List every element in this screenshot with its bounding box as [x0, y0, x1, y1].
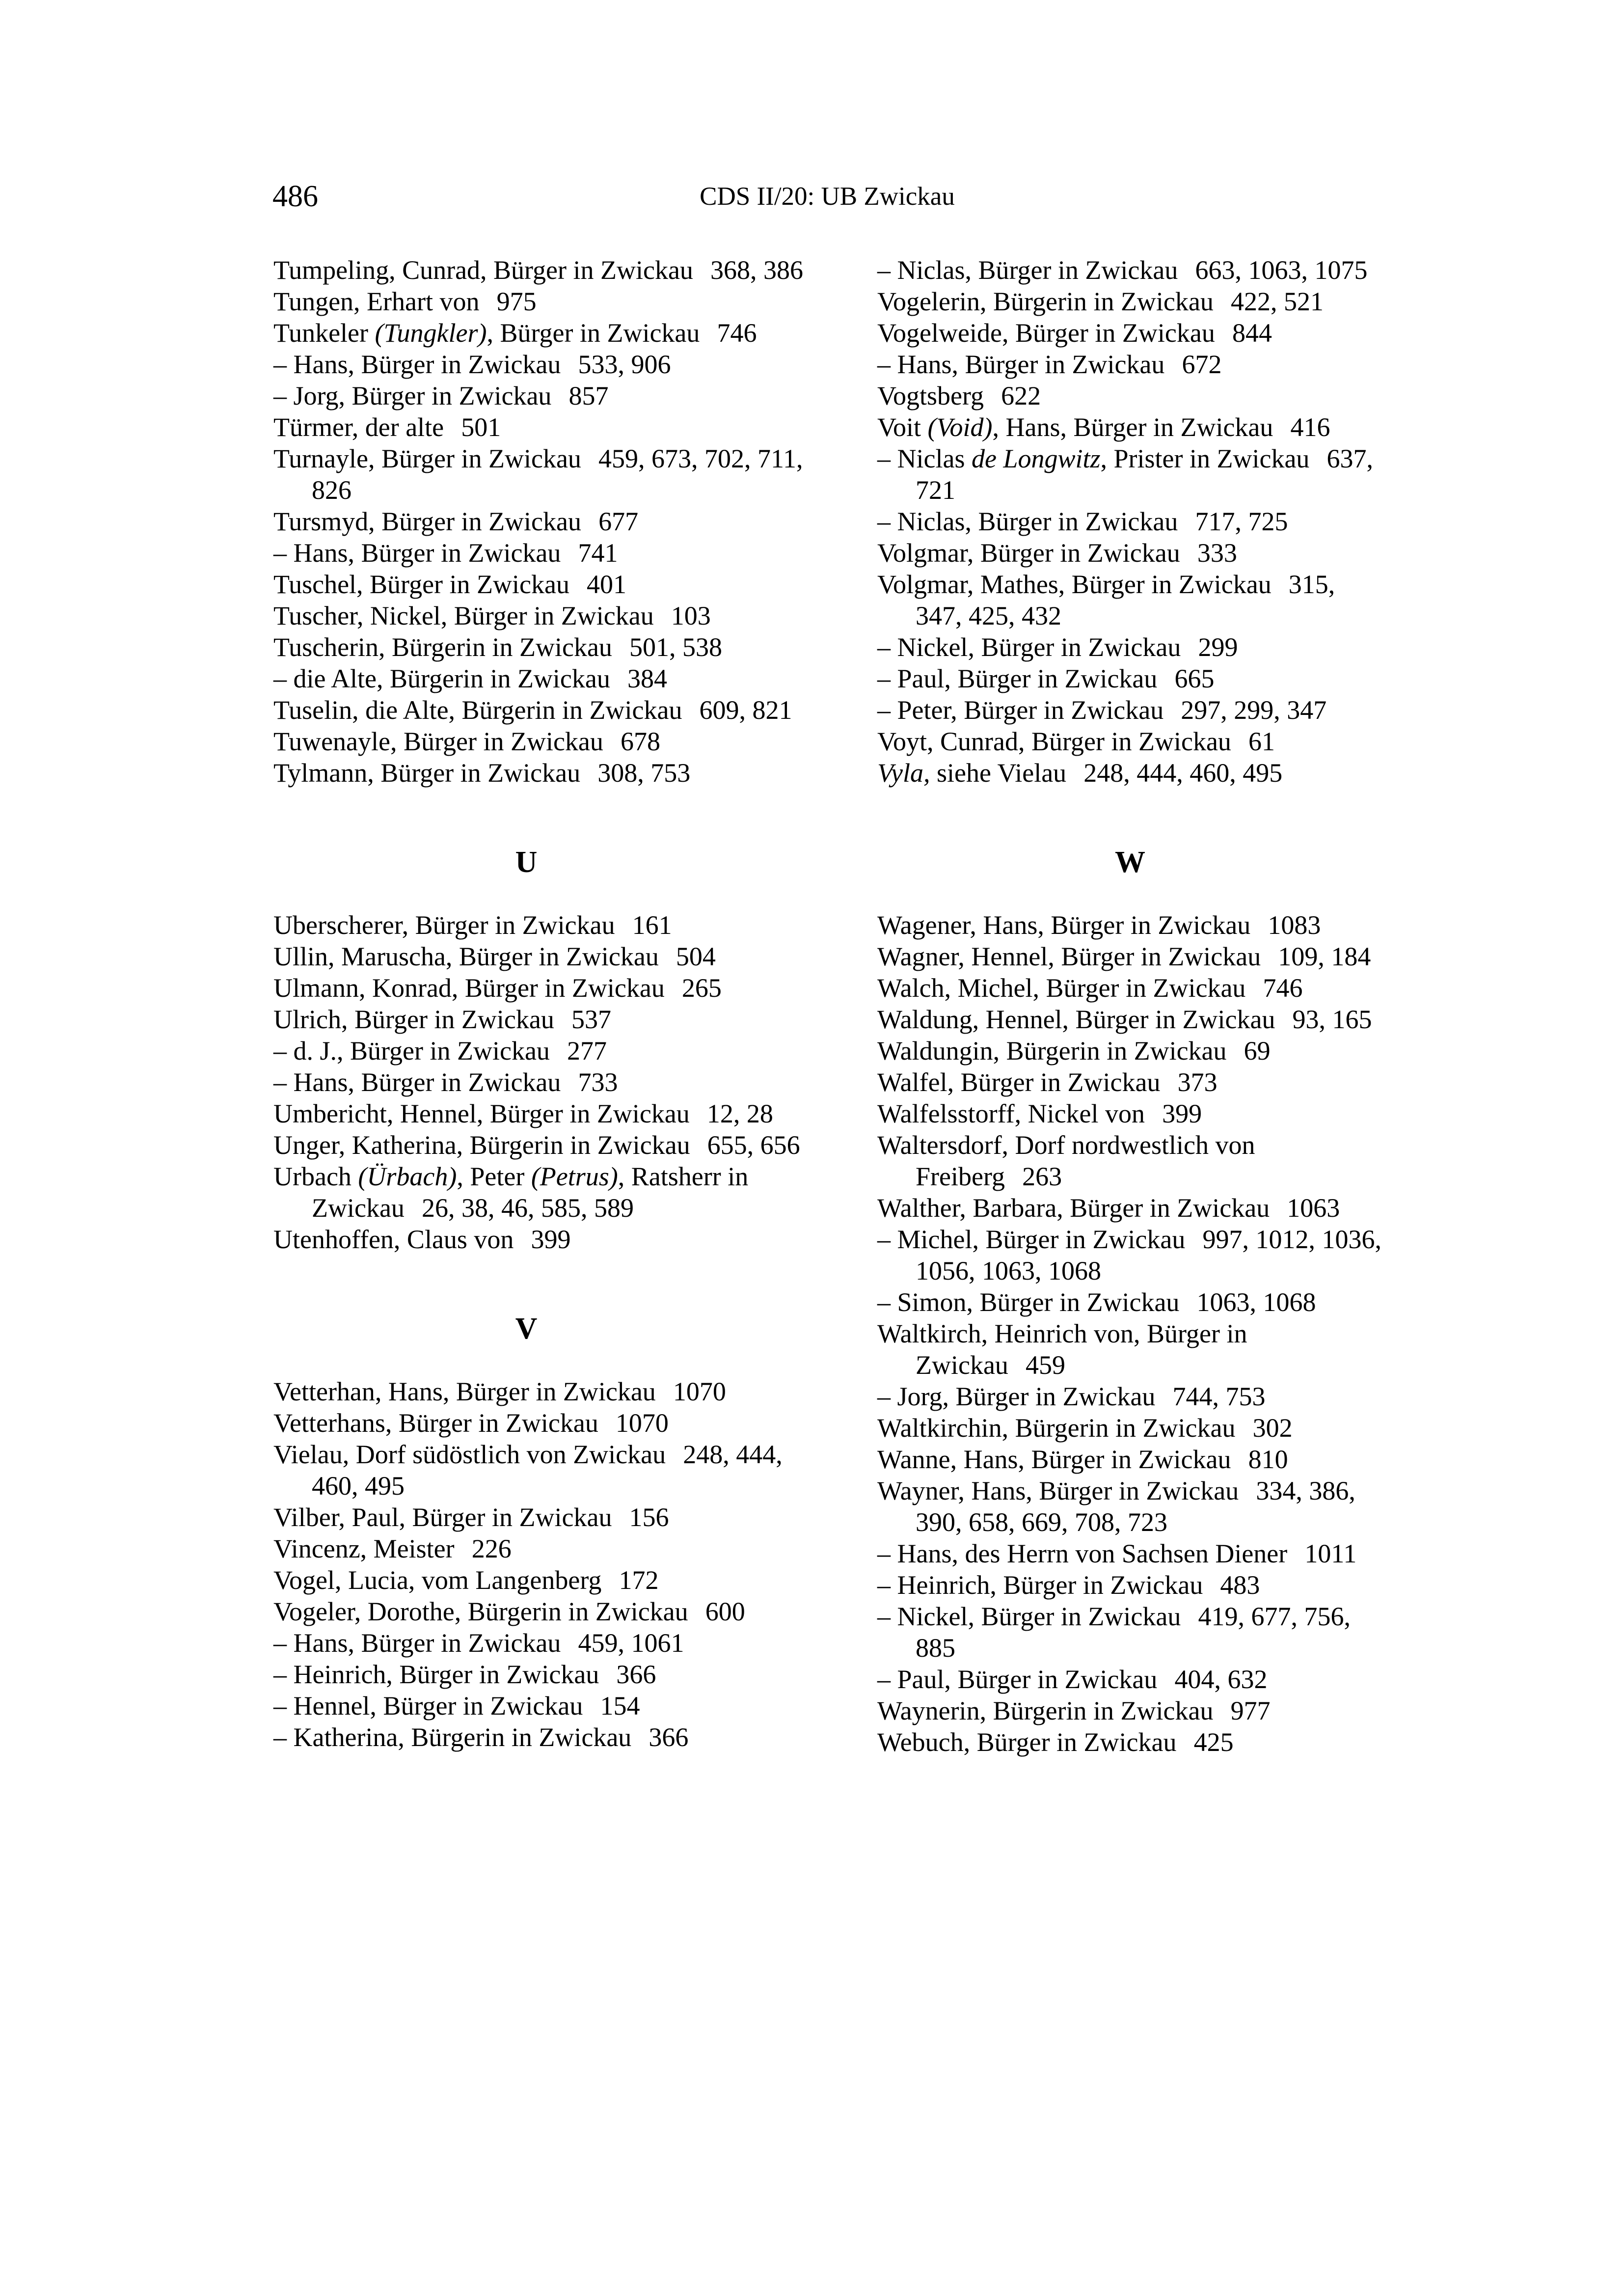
entry-page-refs: 297, 299, 347: [1181, 695, 1327, 725]
entry-page-refs: 416: [1290, 412, 1330, 442]
entry-text: – die Alte, Bürgerin in Zwickau: [273, 664, 610, 693]
entry-text: Tuwenayle, Bürger in Zwickau: [273, 727, 603, 756]
entry-page-refs: 844: [1232, 318, 1272, 348]
entry-text: – Hans, des Herrn von Sachsen Diener: [877, 1539, 1288, 1568]
index-entry: [273, 506, 818, 537]
entry-text: Vogel, Lucia, vom Langenberg: [273, 1565, 602, 1595]
entry-text: – Hans, Bürger in Zwickau: [273, 350, 561, 379]
t-entries: [273, 254, 818, 789]
entry-text: Ulrich, Bürger in Zwickau: [273, 1005, 554, 1034]
entry-text: Vogtsberg: [877, 381, 984, 410]
index-entry: [877, 254, 1383, 286]
index-entry: [273, 1690, 818, 1722]
entry-text: – Katherina, Bürgerin in Zwickau: [273, 1722, 632, 1752]
index-entry: [877, 1192, 1383, 1224]
entry-text: Umbericht, Hennel, Bürger in Zwickau: [273, 1099, 690, 1128]
index-entry: [877, 1412, 1383, 1444]
entry-text: – Niclas: [877, 444, 972, 473]
index-entry: [273, 1224, 818, 1255]
entry-page-refs: 334, 386, 390, 658, 669, 708, 723: [916, 1476, 1355, 1537]
entry-page-refs: 425: [1193, 1727, 1234, 1757]
entry-text: Voyt, Cunrad, Bürger in Zwickau: [877, 727, 1231, 756]
index-entry: [877, 1098, 1383, 1129]
entry-text: – Simon, Bürger in Zwickau: [877, 1287, 1180, 1317]
entry-page-refs: 977: [1230, 1696, 1271, 1725]
entry-text: Webuch, Bürger in Zwickau: [877, 1727, 1177, 1757]
entry-text: Tuscherin, Bürgerin in Zwickau: [273, 632, 612, 662]
index-entry: [877, 537, 1383, 569]
index-entry: [877, 1695, 1383, 1726]
entry-page-refs: 399: [1162, 1099, 1202, 1128]
entry-page-refs: 419, 677, 756, 885: [916, 1602, 1351, 1663]
entry-text: Wagner, Hennel, Bürger in Zwickau: [877, 942, 1261, 971]
index-entry: [877, 1004, 1383, 1035]
entry-text: – Jorg, Bürger in Zwickau: [877, 1382, 1156, 1411]
index-entry: [877, 1224, 1383, 1286]
entry-text: Tunkeler: [273, 318, 375, 348]
section-heading-v: V: [515, 1312, 538, 1345]
entry-text: Volgmar, Mathes, Bürger in Zwickau: [877, 570, 1271, 599]
entry-text: – Niclas, Bürger in Zwickau: [877, 255, 1178, 285]
entry-page-refs: 746: [1263, 973, 1303, 1003]
index-entry: [877, 694, 1383, 726]
entry-text: Walfel, Bürger in Zwickau: [877, 1067, 1161, 1097]
entry-page-refs: 161: [632, 910, 672, 940]
entry-text: Waldungin, Bürgerin in Zwickau: [877, 1036, 1227, 1066]
entry-page-refs: 248, 444, 460, 495: [1083, 758, 1283, 788]
index-entry: [877, 1035, 1383, 1066]
entry-page-refs: 263: [1022, 1162, 1062, 1191]
right-column: [877, 254, 1383, 1758]
entry-page-refs: 422, 521: [1230, 287, 1324, 316]
index-entry: [273, 1161, 818, 1224]
entry-italic-text: de Longwitz: [971, 444, 1101, 473]
index-entry: [877, 972, 1383, 1004]
entry-page-refs: 672: [1182, 350, 1222, 379]
entry-text: Walfelsstorff, Nickel von: [877, 1099, 1145, 1128]
index-entry: [273, 694, 818, 726]
index-entry: [273, 1098, 818, 1129]
entry-page-refs: 299: [1198, 632, 1238, 662]
entry-text: Waynerin, Bürgerin in Zwickau: [877, 1696, 1214, 1725]
entry-page-refs: 172: [619, 1565, 659, 1595]
index-entry: [877, 941, 1383, 972]
page-number: 486: [272, 180, 318, 213]
entry-page-refs: 308, 753: [597, 758, 691, 788]
entry-text: – d. J., Bürger in Zwickau: [273, 1036, 550, 1066]
index-entry: [273, 537, 818, 569]
index-entry: [273, 411, 818, 443]
entry-text: – Hans, Bürger in Zwickau: [877, 350, 1165, 379]
entry-text: Vetterhans, Bürger in Zwickau: [273, 1408, 598, 1438]
index-entry: [877, 1381, 1383, 1412]
w-entries: [877, 909, 1383, 1758]
entry-text: Tuselin, die Alte, Bürgerin in Zwickau: [273, 695, 682, 725]
entry-text: Tylmann, Bürger in Zwickau: [273, 758, 581, 788]
entry-text: Vogelerin, Bürgerin in Zwickau: [877, 287, 1214, 316]
entry-text: , Prister in Zwickau: [1100, 444, 1310, 473]
entry-text: Türmer, der alte: [273, 412, 444, 442]
entry-page-refs: 677: [598, 507, 639, 536]
index-entry: [273, 317, 818, 349]
entry-text: Tursmyd, Bürger in Zwickau: [273, 507, 581, 536]
entry-page-refs: 637, 721: [916, 444, 1374, 505]
entry-page-refs: 746: [717, 318, 757, 348]
entry-page-refs: 733: [578, 1067, 618, 1097]
entry-page-refs: 459: [1026, 1350, 1066, 1380]
entry-text: Wayner, Hans, Bürger in Zwickau: [877, 1476, 1239, 1505]
entry-text: Volgmar, Bürger in Zwickau: [877, 538, 1180, 568]
entry-text: – Paul, Bürger in Zwickau: [877, 664, 1158, 693]
entry-page-refs: 501, 538: [629, 632, 723, 662]
entry-text: – Hans, Bürger in Zwickau: [273, 538, 561, 568]
entry-page-refs: 537: [571, 1005, 611, 1034]
entry-page-refs: 678: [620, 727, 660, 756]
index-entry: [877, 1538, 1383, 1569]
index-entry: [877, 663, 1383, 694]
entry-text: Tumpeling, Cunrad, Bürger in Zwickau: [273, 255, 693, 285]
entry-page-refs: 741: [578, 538, 618, 568]
entry-page-refs: 459, 1061: [578, 1628, 684, 1658]
entry-text: – Jorg, Bürger in Zwickau: [273, 381, 552, 410]
entry-page-refs: 333: [1197, 538, 1237, 568]
entry-page-refs: 154: [600, 1691, 640, 1721]
index-entry: [877, 1601, 1383, 1664]
entry-text: – Nickel, Bürger in Zwickau: [877, 632, 1181, 662]
entry-text: Turnayle, Bürger in Zwickau: [273, 444, 581, 473]
entry-text: Waltkirch, Heinrich von, Bürger in Zwickau: [877, 1319, 1247, 1380]
entry-page-refs: 975: [496, 287, 537, 316]
entry-text: Tungen, Erhart von: [273, 287, 480, 316]
index-entry: [273, 443, 818, 506]
entry-italic-text: (Void): [927, 412, 993, 442]
index-entry: [273, 631, 818, 663]
index-entry: [877, 726, 1383, 757]
entry-page-refs: 857: [568, 381, 609, 410]
entry-text: – Peter, Bürger in Zwickau: [877, 695, 1164, 725]
entry-page-refs: 399: [531, 1225, 571, 1254]
index-entry: [877, 1318, 1383, 1381]
entry-page-refs: 600: [705, 1597, 745, 1626]
entry-text: – Hans, Bürger in Zwickau: [273, 1628, 561, 1658]
entry-page-refs: 373: [1177, 1067, 1217, 1097]
index-entry: [877, 317, 1383, 349]
index-entry: [877, 1475, 1383, 1538]
index-entry: [877, 349, 1383, 380]
index-entry: [273, 1407, 818, 1439]
entry-italic-text: (Tungkler): [375, 318, 487, 348]
v-entries: [273, 1376, 818, 1753]
entry-text: , Bürger in Zwickau: [487, 318, 700, 348]
entry-text: Urbach: [273, 1162, 358, 1191]
running-head: CDS II/20: UB Zwickau: [700, 182, 955, 211]
entry-text: Vielau, Dorf südöstlich von Zwickau: [273, 1440, 666, 1469]
entry-page-refs: 366: [649, 1722, 689, 1752]
index-entry: [877, 286, 1383, 317]
index-entry: [273, 972, 818, 1004]
index-entry: [273, 663, 818, 694]
index-entry: [877, 909, 1383, 941]
entry-page-refs: 1083: [1268, 910, 1321, 940]
entry-text: – Paul, Bürger in Zwickau: [877, 1665, 1158, 1694]
entry-page-refs: 622: [1001, 381, 1041, 410]
entry-page-refs: 504: [676, 942, 716, 971]
entry-page-refs: 483: [1220, 1570, 1260, 1600]
u-entries: [273, 909, 818, 1255]
entry-page-refs: 302: [1252, 1413, 1293, 1443]
index-entry: [877, 1664, 1383, 1695]
index-entry: [273, 1035, 818, 1066]
entry-page-refs: 665: [1174, 664, 1215, 693]
entry-text: Walther, Barbara, Bürger in Zwickau: [877, 1193, 1270, 1223]
entry-page-refs: 401: [587, 570, 627, 599]
entry-page-refs: 501: [461, 412, 501, 442]
index-entry: [273, 1564, 818, 1596]
entry-italic-text: (Petrus): [531, 1162, 618, 1191]
entry-page-refs: 404, 632: [1174, 1665, 1268, 1694]
entry-text: Vincenz, Meister: [273, 1534, 455, 1563]
index-entry: [877, 631, 1383, 663]
entry-page-refs: 277: [567, 1036, 607, 1066]
entry-text: – Hennel, Bürger in Zwickau: [273, 1691, 583, 1721]
index-entry: [273, 1439, 818, 1502]
entry-text: , Ratsherr in Zwickau: [312, 1162, 749, 1223]
section-heading-w: W: [1115, 846, 1145, 879]
entry-text: – Niclas, Bürger in Zwickau: [877, 507, 1178, 536]
entry-text: Waltkirchin, Bürgerin in Zwickau: [877, 1413, 1236, 1443]
entry-page-refs: 103: [671, 601, 711, 630]
left-column: [273, 254, 818, 1753]
index-entry: [273, 1627, 818, 1659]
index-entry: [273, 1066, 818, 1098]
index-entry: [877, 443, 1383, 506]
entry-text: Ulmann, Konrad, Bürger in Zwickau: [273, 973, 665, 1003]
entry-page-refs: 655, 656: [707, 1130, 800, 1160]
entry-text: Uberscherer, Bürger in Zwickau: [273, 910, 615, 940]
entry-text: – Nickel, Bürger in Zwickau: [877, 1602, 1181, 1631]
entry-page-refs: 609, 821: [699, 695, 792, 725]
entry-italic-text: Vyla,: [877, 758, 930, 788]
index-entry: [877, 569, 1383, 631]
entry-page-refs: 459, 673, 702, 711, 826: [312, 444, 803, 505]
index-entry: [273, 569, 818, 600]
index-entry: [877, 1129, 1383, 1192]
index-entry: [273, 1533, 818, 1564]
entry-page-refs: 265: [681, 973, 722, 1003]
entry-page-refs: 1070: [615, 1408, 669, 1438]
entry-text: Unger, Katherina, Bürgerin in Zwickau: [273, 1130, 690, 1160]
index-entry: [877, 411, 1383, 443]
entry-italic-text: (Ürbach): [358, 1162, 457, 1191]
entry-text: siehe Vielau: [930, 758, 1067, 788]
entry-text: – Michel, Bürger in Zwickau: [877, 1225, 1186, 1254]
index-entry: [273, 1659, 818, 1690]
index-entry: [877, 757, 1383, 789]
entry-page-refs: 368, 386: [710, 255, 804, 285]
entry-page-refs: 248, 444, 460, 495: [312, 1440, 783, 1501]
index-entry: [273, 380, 818, 411]
entry-text: , Peter: [457, 1162, 531, 1191]
index-entry: [273, 1596, 818, 1627]
entry-page-refs: 26, 38, 46, 585, 589: [422, 1193, 634, 1223]
entry-page-refs: 1011: [1304, 1539, 1357, 1568]
entry-text: Tuscher, Nickel, Bürger in Zwickau: [273, 601, 654, 630]
entry-text: Walch, Michel, Bürger in Zwickau: [877, 973, 1246, 1003]
index-entry: [273, 254, 818, 286]
entry-page-refs: 533, 906: [578, 350, 671, 379]
index-entry: [273, 600, 818, 631]
index-entry: [877, 1286, 1383, 1318]
entry-page-refs: 12, 28: [706, 1099, 773, 1128]
index-entry: [273, 1722, 818, 1753]
index-entry: [877, 1569, 1383, 1601]
entry-page-refs: 1063, 1068: [1196, 1287, 1316, 1317]
entry-page-refs: 315, 347, 425, 432: [916, 570, 1335, 630]
entry-text: Wagener, Hans, Bürger in Zwickau: [877, 910, 1251, 940]
entry-text: Vilber, Paul, Bürger in Zwickau: [273, 1503, 612, 1532]
index-entry: [877, 380, 1383, 411]
index-entry: [273, 757, 818, 789]
entry-text: Utenhoffen, Claus von: [273, 1225, 514, 1254]
index-entry: [273, 1502, 818, 1533]
index-entry: [877, 506, 1383, 537]
entry-text: , Hans, Bürger in Zwickau: [992, 412, 1273, 442]
entry-page-refs: 744, 753: [1172, 1382, 1266, 1411]
entry-text: – Heinrich, Bürger in Zwickau: [877, 1570, 1203, 1600]
index-entry: [273, 1129, 818, 1161]
entry-page-refs: 1063: [1287, 1193, 1340, 1223]
index-entry: [273, 726, 818, 757]
index-entry: [273, 941, 818, 972]
entry-page-refs: 156: [629, 1503, 669, 1532]
entry-text: Ullin, Maruscha, Bürger in Zwickau: [273, 942, 659, 971]
entry-page-refs: 663, 1063, 1075: [1195, 255, 1368, 285]
index-entry: [877, 1726, 1383, 1758]
entry-page-refs: 717, 725: [1195, 507, 1288, 536]
entry-text: Voit: [877, 412, 928, 442]
index-entry: [273, 1376, 818, 1407]
entry-page-refs: 366: [616, 1660, 656, 1689]
entry-text: – Hans, Bürger in Zwickau: [273, 1067, 561, 1097]
entry-text: – Heinrich, Bürger in Zwickau: [273, 1660, 599, 1689]
entry-page-refs: 810: [1248, 1445, 1288, 1474]
entry-page-refs: 61: [1248, 727, 1275, 756]
v-entries-continued: [877, 254, 1383, 789]
entry-page-refs: 69: [1244, 1036, 1271, 1066]
entry-text: Vetterhan, Hans, Bürger in Zwickau: [273, 1377, 656, 1406]
entry-text: Tuschel, Bürger in Zwickau: [273, 570, 569, 599]
entry-text: Waltersdorf, Dorf nordwestlich von Freiberg: [877, 1130, 1255, 1191]
entry-page-refs: 384: [627, 664, 667, 693]
entry-page-refs: 997, 1012, 1036, 1056, 1063, 1068: [916, 1225, 1381, 1285]
entry-page-refs: 1070: [673, 1377, 726, 1406]
entry-text: Waldung, Hennel, Bürger in Zwickau: [877, 1005, 1275, 1034]
index-entry: [273, 1004, 818, 1035]
entry-page-refs: 226: [471, 1534, 512, 1563]
entry-text: Wanne, Hans, Bürger in Zwickau: [877, 1445, 1231, 1474]
index-entry: [273, 349, 818, 380]
index-entry: [877, 1066, 1383, 1098]
index-entry: [273, 909, 818, 941]
entry-page-refs: 109, 184: [1278, 942, 1371, 971]
entry-text: Vogelweide, Bürger in Zwickau: [877, 318, 1215, 348]
entry-text: Vogeler, Dorothe, Bürgerin in Zwickau: [273, 1597, 688, 1626]
section-heading-u: U: [515, 846, 538, 879]
index-entry: [877, 1444, 1383, 1475]
page-header: [272, 169, 1382, 223]
entry-page-refs: 93, 165: [1292, 1005, 1372, 1034]
index-entry: [273, 286, 818, 317]
